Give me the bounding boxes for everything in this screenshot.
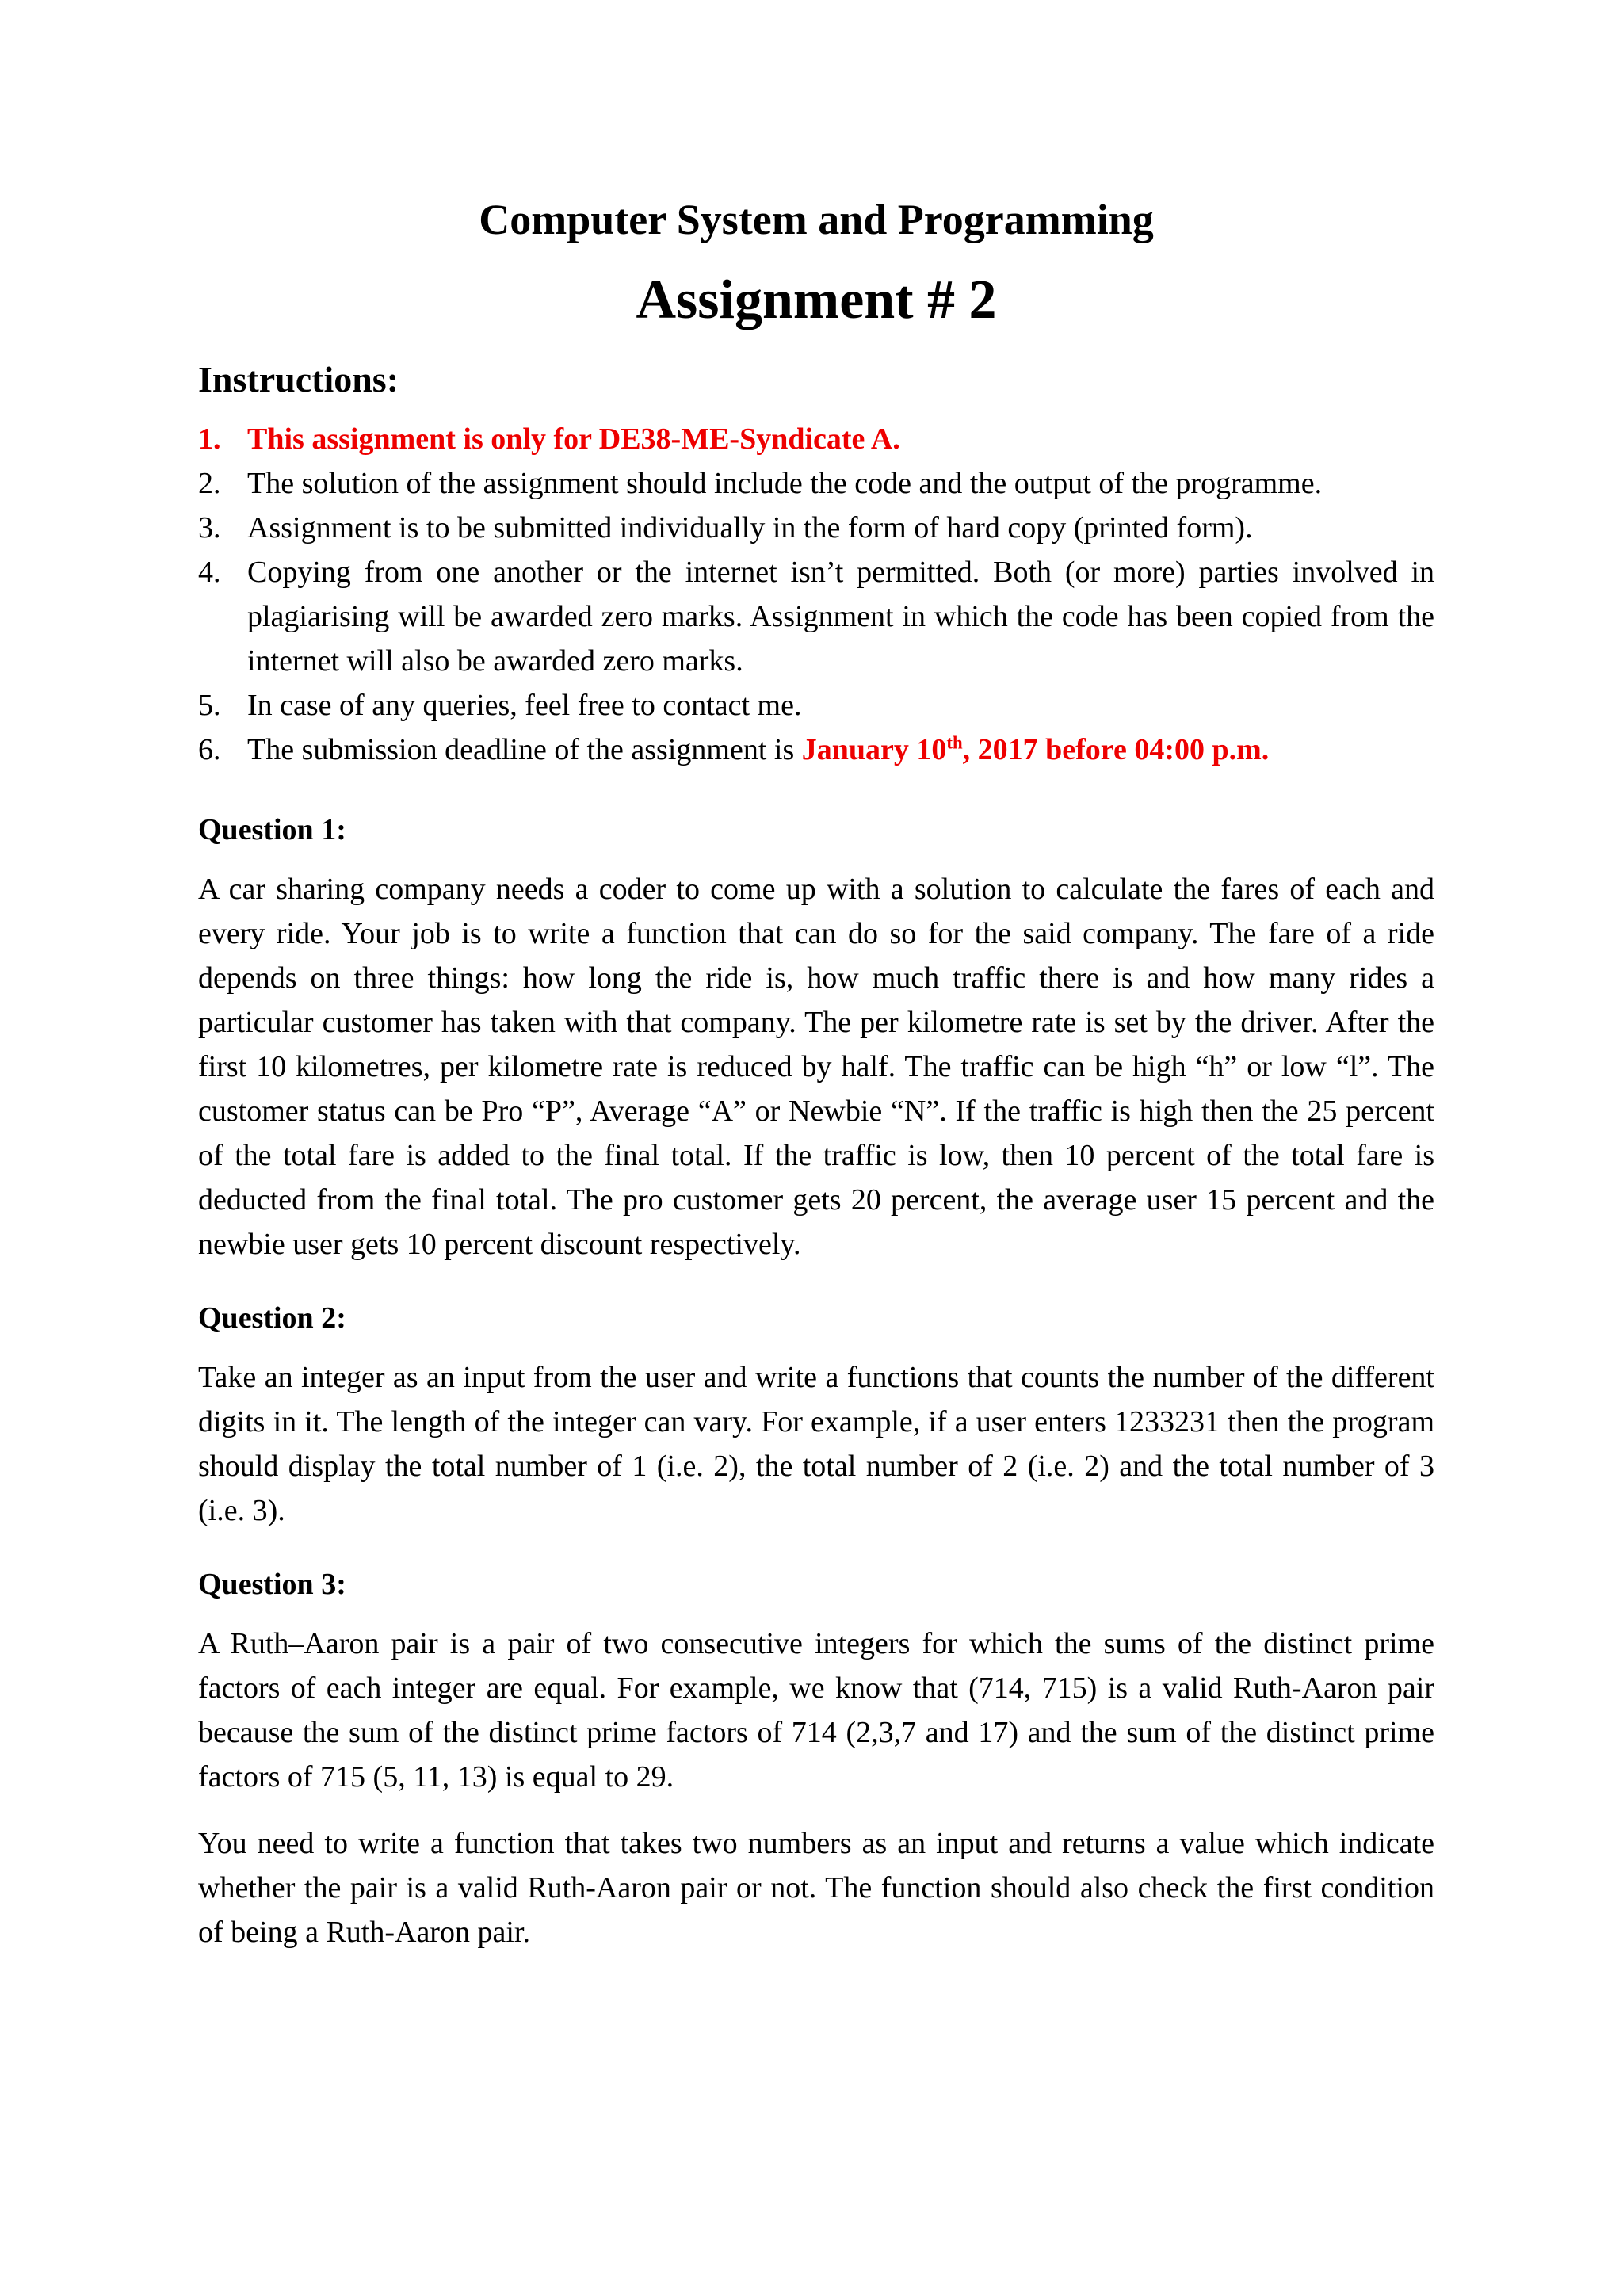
deadline-ordinal-suffix: th (946, 732, 963, 753)
instruction-item-1 (198, 417, 1434, 461)
instruction-number: 1. (198, 422, 221, 456)
instruction-item-2 (198, 461, 1434, 506)
instructions-list (198, 417, 1434, 772)
question-3-heading: Question 3: (198, 1568, 346, 1601)
instruction-text: The submission deadline of the assignment is (247, 733, 802, 766)
instruction-item-5 (198, 683, 1434, 728)
instruction-number: 6. (198, 733, 221, 766)
question-1-body: A car sharing company needs a coder to come up with a solution to calculate the fares of each and every ride. Your job is to write a function that can do so for the said company. The fare of a ride depends on three things: how long the ride is, how much traffic there is and how many rides a particular customer has taken with that company. The per kilometre rate is set by the driver. After the first 10 kilometres, per kilometre rate is reduced by half. The traffic can be high “h” or low “l”. The customer status can be Pro “P”, Average “A” or Newbie “N”. If the traffic is high then the 25 percent of the total fare is added to the final total. If the traffic is low, then 10 percent of the total fare is deducted from the final total. The pro customer gets 20 percent, the average user 15 percent and the newbie user gets 10 percent discount respectively. (198, 873, 1434, 1261)
instruction-text: Assignment is to be submitted individually in the form of hard copy (printed form). (247, 511, 1253, 544)
instruction-text: Copying from one another or the internet isn’t permitted. Both (or more) parties involved in plagiarising will be awarded zero marks. Assignment in which the code has been copied from the internet will also be awarded zero marks. (247, 556, 1434, 678)
assignment-title: Assignment # 2 (636, 269, 997, 330)
question-2-body: Take an integer as an input from the user and write a functions that counts the number of the different digits in it. The length of the integer can vary. For example, if a user enters 1233231 then the program should display the total number of 1 (i.e. 2), the total number of 2 (i.e. 2) and the total number of 3 (i.e. 3). (198, 1361, 1434, 1527)
question-3-body-paragraph-2: You need to write a function that takes two numbers as an input and returns a value which indicate whether the pair is a valid Ruth-Aaron pair or not. The function should also check the first condition of being a Ruth-Aaron pair. (198, 1827, 1434, 1949)
instruction-text: The solution of the assignment should include the code and the output of the programme. (247, 467, 1323, 500)
instruction-number: 4. (198, 556, 221, 589)
document-page (198, 198, 1434, 1954)
instruction-item-3 (198, 506, 1434, 550)
instructions-heading: Instructions: (198, 359, 399, 399)
instruction-number: 3. (198, 511, 221, 544)
instruction-text: This assignment is only for DE38-ME-Syndicate A. (247, 422, 900, 456)
instruction-number: 5. (198, 689, 221, 722)
course-title: Computer System and Programming (479, 196, 1154, 243)
deadline-text (802, 733, 1270, 766)
question-2-heading: Question 2: (198, 1301, 346, 1335)
instruction-item-4 (198, 550, 1434, 683)
deadline-rest: , 2017 before 04:00 p.m. (962, 733, 1270, 766)
question-3-body-paragraph-1: A Ruth–Aaron pair is a pair of two consecutive integers for which the sums of the distinct prime factors of each integer are equal. For example, we know that (714, 715) is a valid Ruth-Aaron pair because the sum of the distinct prime factors of 714 (2,3,7 and 17) and the sum of the distinct prime factors of 715 (5, 11, 13) is equal to 29. (198, 1627, 1434, 1794)
question-1-heading: Question 1: (198, 813, 346, 846)
instruction-text: In case of any queries, feel free to contact me. (247, 689, 802, 722)
instruction-number: 2. (198, 467, 221, 500)
instruction-item-6 (198, 728, 1434, 772)
deadline-month-day: January 10 (801, 733, 947, 766)
